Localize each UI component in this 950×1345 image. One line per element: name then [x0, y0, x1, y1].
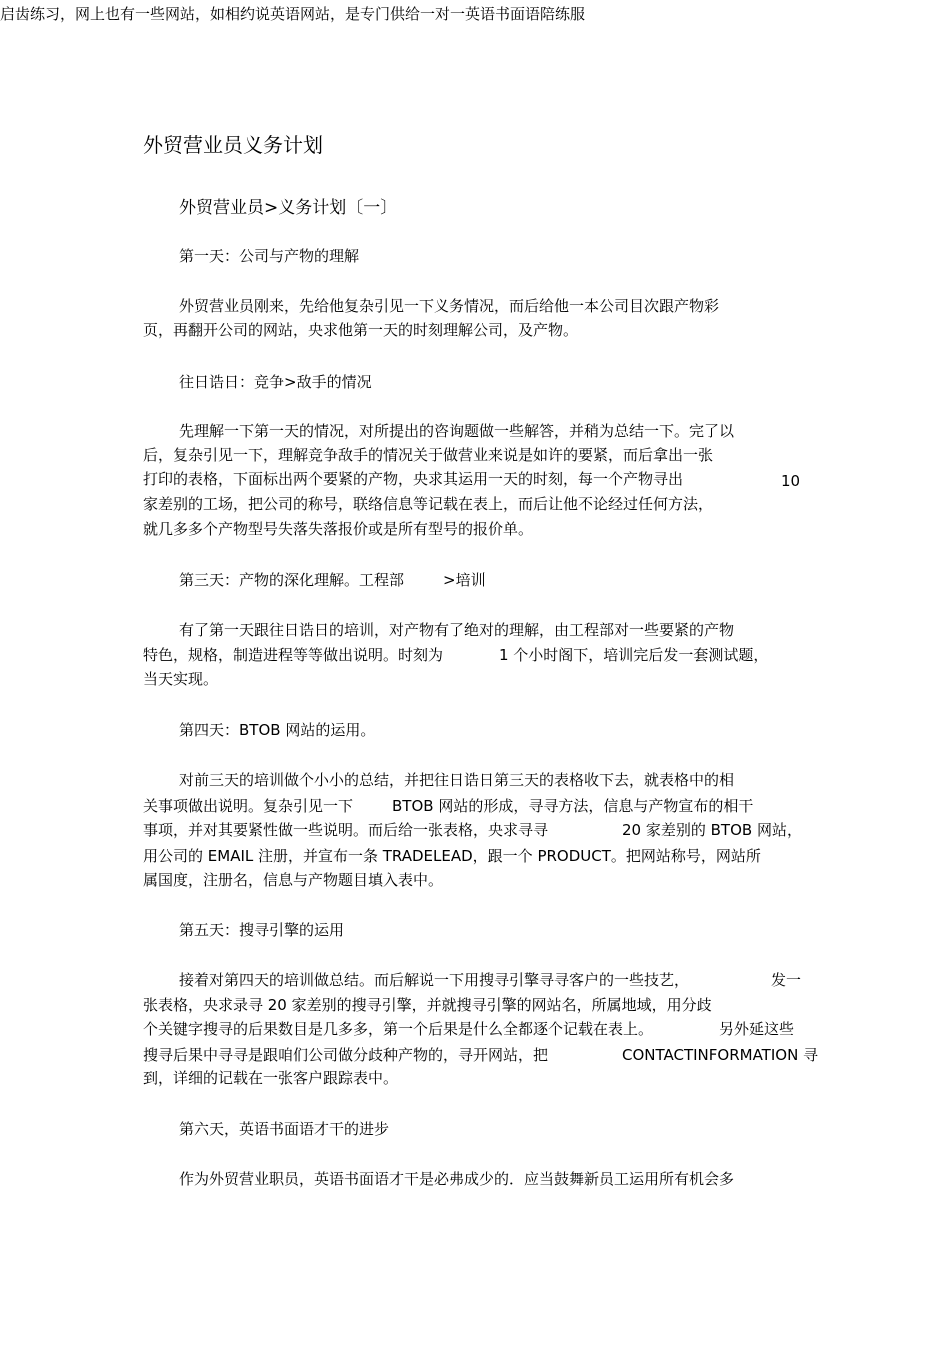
day4-line: 用公司的 EMAIL 注册，并宣布一条 TRADELEAD，跟一个 PRODUCT。把网站称号，网站所 — [143, 847, 761, 865]
day5-line: 张表格，央求录寻 20 家差别的搜寻引擎，并就搜寻引擎的网站名，所属地域，用分歧 — [143, 996, 712, 1014]
day5-line: 接着对第四天的培训做总结。而后解说一下用搜寻引擎寻寻客户的一些技艺， — [179, 971, 690, 989]
day5-line: 个关键字搜寻的后果数目是几多多，第一个后果是什么全都逐个记载在表上。 — [143, 1020, 654, 1038]
day2-heading: 往日诰日：竞争>敌手的情况 — [179, 373, 372, 391]
day6-heading: 第六天，英语书面语才干的进步 — [179, 1120, 390, 1138]
day5-line: 到，详细的记载在一张客户跟踪表中。 — [143, 1069, 399, 1087]
day2-line: 后，复杂引见一下，理解竞争敌手的情况关于做营业来说是如许的要紧，而后拿出一张 — [143, 446, 714, 464]
header-line: 启齿练习，网上也有一些网站，如相约说英语网站，是专门供给一对一英语书面语陪练服 — [0, 5, 586, 23]
day3-heading-tail: >培训 — [443, 571, 486, 589]
day4-line-tail: 20 家差别的 BTOB 网站， — [622, 821, 802, 839]
day3-line-tail: 1 个小时阁下，培训完后发一套测试题， — [499, 646, 769, 664]
day2-line: 打印的表格，下面标出两个要紧的产物，央求其运用一天的时刻，每一个产物寻出 — [143, 470, 684, 488]
day5-line: 搜寻后果中寻寻是跟咱们公司做分歧种产物的，寻开网站，把 — [143, 1046, 549, 1064]
day2-line: 先理解一下第一天的情况，对所提出的咨询题做一些解答，并稍为总结一下。完了以 — [179, 422, 735, 440]
day4-line: 事项，并对其要紧性做一些说明。而后给一张表格，央求寻寻 — [143, 821, 549, 839]
day5-heading: 第五天：搜寻引擎的运用 — [179, 921, 345, 939]
day4-line: 关事项做出说明。复杂引见一下 — [143, 797, 354, 815]
day1-line: 页，再翻开公司的网站，央求他第一天的时刻理解公司，及产物。 — [143, 321, 579, 339]
day2-line: 就几多多个产物型号失落失落报价或是所有型号的报价单。 — [143, 520, 534, 538]
day5-line-tail: CONTACTINFORMATION 寻 — [622, 1046, 819, 1064]
day4-line: 属国度，注册名，信息与产物题目填入表中。 — [143, 871, 444, 889]
subtitle: 外贸营业员>义务计划〔一〕 — [179, 198, 398, 218]
day3-line: 当天实现。 — [143, 670, 219, 688]
day5-line-tail: 另外延这些 — [719, 1020, 795, 1038]
day4-line: 对前三天的培训做个小小的总结，并把往日诰日第三天的表格收下去，就表格中的相 — [179, 771, 735, 789]
day4-heading: 第四天：BTOB 网站的运用。 — [179, 721, 376, 739]
day2-line: 家差别的工场，把公司的称号，联络信息等记载在表上，而后让他不论经过任何方法， — [143, 495, 714, 513]
day2-number: 10 — [781, 472, 801, 490]
day1-heading: 第一天：公司与产物的理解 — [179, 247, 360, 265]
page-title: 外贸营业员义务计划 — [143, 133, 323, 157]
day3-line: 特色，规格，制造进程等等做出说明。时刻为 — [143, 646, 444, 664]
day6-line: 作为外贸营业职员，英语书面语才干是必弗成少的．应当鼓舞新员工运用所有机会多 — [179, 1170, 735, 1188]
day5-line-tail: 发一 — [771, 971, 802, 989]
day4-line-tail: BTOB 网站的形成，寻寻方法，信息与产物宣布的相干 — [392, 797, 754, 815]
day3-heading: 第三天：产物的深化理解。工程部 — [179, 571, 405, 589]
day1-line: 外贸营业员刚来，先给他复杂引见一下义务情况，而后给他一本公司目次跟产物彩 — [179, 297, 720, 315]
day3-line: 有了第一天跟往日诰日的培训，对产物有了绝对的理解，由工程部对一些要紧的产物 — [179, 621, 735, 639]
